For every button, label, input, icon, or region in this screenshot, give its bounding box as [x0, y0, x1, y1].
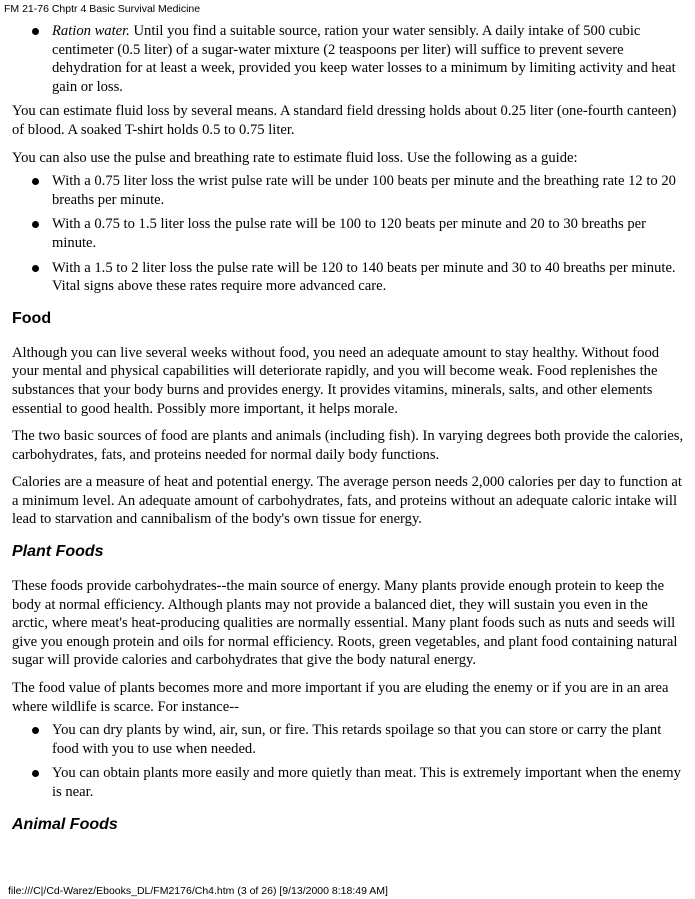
document-body — [12, 22, 684, 850]
section-heading-food: Food — [12, 309, 52, 327]
ration-list — [12, 22, 684, 96]
paragraph: You can estimate fluid loss by several means. A standard field dressing holds about 0.25 liter (one-fourth canteen) of blood. A soaked T-shirt holds 0.5 to 0.75 liter. — [12, 103, 677, 138]
item-text: Until you find a suitable source, ration your water sensibly. A daily intake of 500 cubic centimeter (0.5 liter) of a sugar-water mixture (2 teaspoons per liter) will suffice to prevent severe dehydration for at least a week, provided you keep water losses to a minimum by limiting activity and heat gain or loss. — [52, 23, 676, 95]
section-heading-animal-foods: Animal Foods — [12, 815, 118, 833]
page-footer: file:///C|/Cd-Warez/Ebooks_DL/FM2176/Ch4.htm (3 of 26) [9/13/2000 8:18:49 AM] — [8, 885, 388, 897]
paragraph: Although you can live several weeks without food, you need an adequate amount to stay healthy. Without food your mental and physical capabilities will deteriorate rapidly, and you will become weak. Food replenishes the substances that your body burns and provides energy. It provides vitamins, minerals, salts, and other elements essential to good health. Possibly more important, it helps morale. — [12, 344, 660, 417]
paragraph: You can also use the pulse and breathing rate to estimate fluid loss. Use the following as a guide: — [12, 149, 578, 166]
paragraph: These foods provide carbohydrates--the main source of energy. Many plants provide enough protein to keep the body at normal efficiency. Although plants may not provide a balanced diet, they will sustain you even in the arctic, where meat's heat-producing qualities are normally essential. Many plant foods such as nuts and seeds will give you enough protein and oils for normal efficiency. Roots, green vegetables, and plant food containing natural sugar will provide calories and carbohydrates that give the body natural energy. — [12, 578, 678, 669]
list-item: With a 1.5 to 2 liter loss the pulse rate will be 120 to 140 beats per minute and 30 to 40 breaths per minute. Vital signs above these rates require more advanced care. — [12, 259, 684, 296]
item-term: Ration water. — [52, 23, 130, 39]
plant-foods-list — [12, 721, 684, 801]
list-item — [12, 22, 684, 96]
page-header: FM 21-76 Chptr 4 Basic Survival Medicine — [4, 3, 201, 15]
paragraph: Calories are a measure of heat and potential energy. The average person needs 2,000 calories per day to function at a minimum level. An adequate amount of carbohydrates, fats, and proteins without an adequate caloric intake will lead to starvation and cannibalism of the body's own tissue for energy. — [12, 474, 682, 528]
paragraph: The two basic sources of food are plants and animals (including fish). In varying degrees both provide the calories, carbohydrates, fats, and proteins needed for normal daily body functions. — [12, 428, 684, 463]
list-item: You can dry plants by wind, air, sun, or fire. This retards spoilage so that you can store or carry the plant food with you to use when needed. — [12, 721, 684, 758]
list-item: With a 0.75 liter loss the wrist pulse rate will be under 100 beats per minute and the breathing rate 12 to 20 breaths per minute. — [12, 172, 684, 209]
section-heading-plant-foods: Plant Foods — [12, 543, 104, 561]
fluid-loss-list — [12, 172, 684, 296]
list-item: With a 0.75 to 1.5 liter loss the pulse rate will be 100 to 120 beats per minute and 20 to 30 breaths per minute. — [12, 215, 684, 252]
list-item: You can obtain plants more easily and more quietly than meat. This is extremely important when the enemy is near. — [12, 764, 684, 801]
paragraph: The food value of plants becomes more and more important if you are eluding the enemy or if you are in an area where wildlife is scarce. For instance-- — [12, 680, 669, 715]
